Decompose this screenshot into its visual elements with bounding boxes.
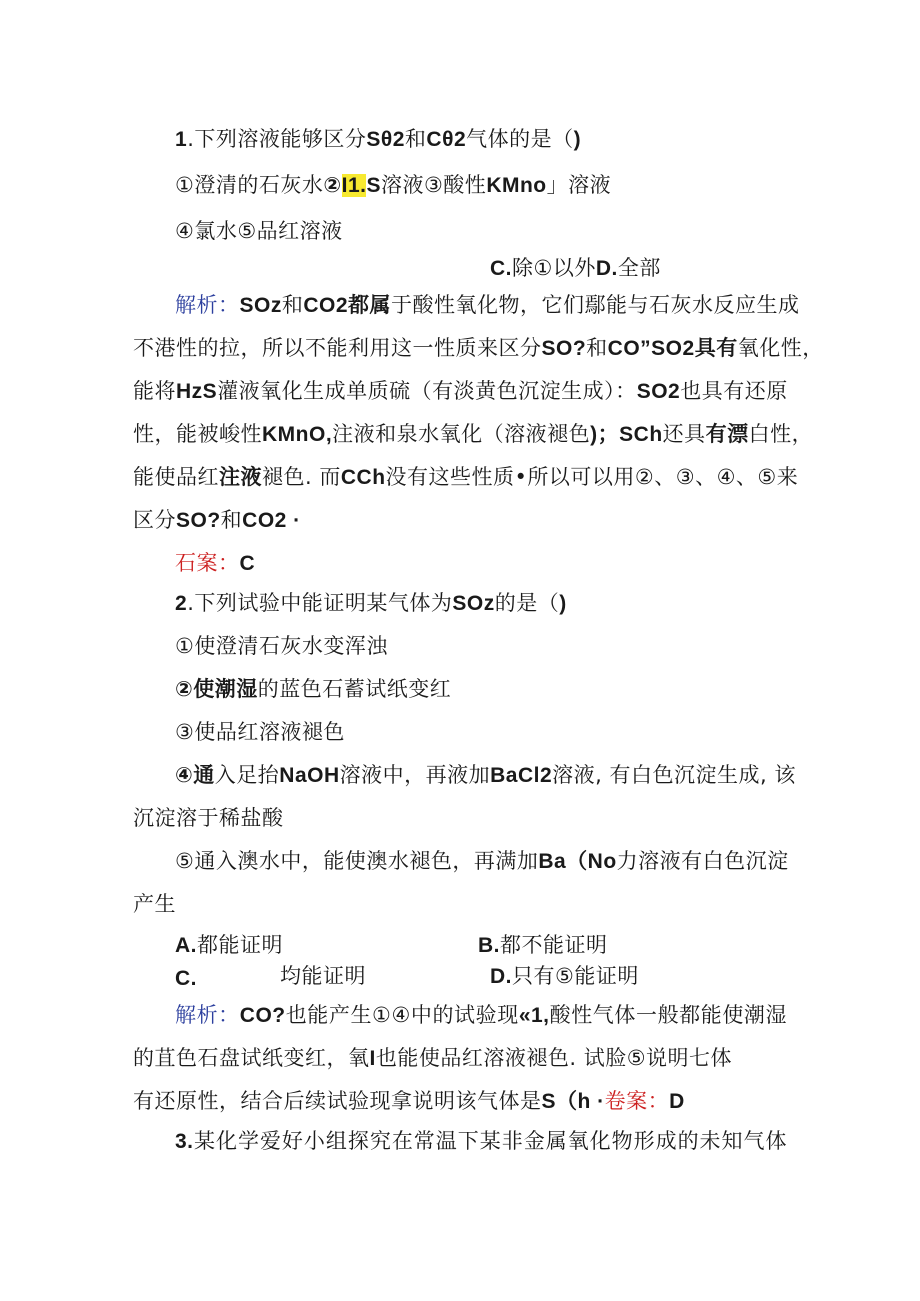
question-2-option-3: ③使品红溶液褪色 [175,720,345,744]
choice-c-label: C. [175,967,197,990]
choice-d: D.只有⑤能证明 [490,964,639,988]
answer-value: D [669,1090,685,1113]
answer-1 [175,548,255,579]
analysis-2-line-2: 的苴色石盘试纸变红，氧I也能使品红溶液褪色. 试脸⑤说明七体 [133,1046,733,1070]
question-2-stem: 2.下列试验中能证明某气体为SOz的是（) [175,591,567,615]
analysis-1-line-6: 区分SO?和CO2 · [133,508,301,532]
question-1-choices: C.除①以外D.全部 [490,256,661,280]
question-1-options-line-2: ④氯水⑤品红溶液 [175,219,343,243]
choice-b: B.都不能证明 [478,933,608,957]
analysis-label: 解析： [175,1003,240,1027]
question-2-option-5-cont: 产生 [133,892,176,916]
analysis-1-line-5: 能使品红注液褪色. 而CCh没有这些性质•所以可以用②、③、④、⑤来 [133,465,799,489]
analysis-2-line-1: 解析：CO?也能产生①④中的试验现«1,酸性气体一般都能使潮湿 [175,1003,788,1027]
analysis-label: 解析： [175,293,240,317]
question-2-option-2: ②使潮湿的蓝色石蓄试纸变红 [175,677,452,701]
question-1-options-line-1: ①澄清的石灰水②I1.S溶液③酸性KMno」溶液 [175,173,612,197]
question-3-stem: 3.某化学爱好小组探究在常温下某非金属氧化物形成的未知气体 [175,1129,787,1153]
analysis-1-line-4: 性，能被峻性KMnO,注液和泉水氧化（溶液褪色)；SCh还具有漂白性， [133,422,814,446]
analysis-1-line-1: 解析：SOz和CO2都属于酸性氧化物，它们鄢能与石灰水反应生成 [175,293,800,317]
choice-c-text: 均能证明 [280,964,366,988]
question-2-option-1: ①使澄清石灰水变浑浊 [175,634,388,658]
answer-label: 石案： [175,551,240,575]
analysis-2-line-3: 有还原性，结合后续试验现拿说明该气体是S（h ·卷案：D [133,1089,685,1113]
question-2-option-4-cont: 沉淀溶于稀盐酸 [133,806,284,830]
question-2-option-4: ④通入足抬NaOH溶液中，再液加BaCl2溶液, 有白色沉淀生成, 该 [175,763,796,787]
question-1-stem: 1.下列溶液能够区分Sθ2和Cθ2气体的是（) [175,127,582,151]
highlighted-text: I1. [341,174,367,197]
answer-value: C [239,552,256,575]
answer-label: 卷案： [604,1089,670,1113]
question-2-option-5: ⑤通入澳水中，能使澳水褪色，再满加Ba（No力溶液有白色沉淀 [175,849,789,873]
choice-a: A.都能证明 [175,933,283,957]
analysis-1-line-3: 能将HzS灌液氧化生成单质硫（有淡黄色沉淀生成）：SO2也具有还原 [133,379,788,403]
analysis-1-line-2: 不港性的拉，所以不能利用这一性质来区分SO?和CO”SO2具有氧化性， [133,336,824,360]
